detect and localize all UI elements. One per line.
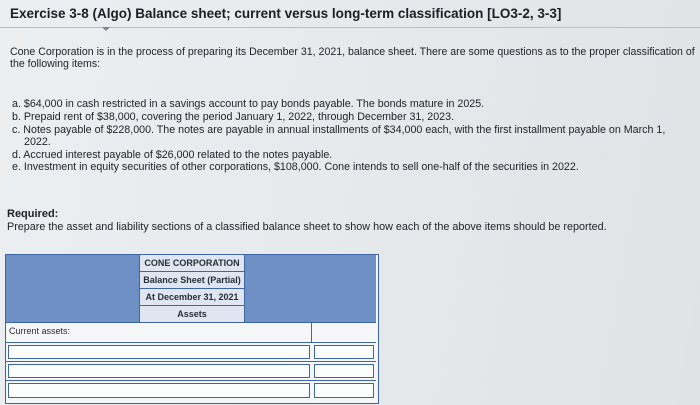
amount-input[interactable] — [314, 364, 374, 378]
row-label-current-assets: Current assets: — [9, 326, 71, 336]
statement-heading — [139, 255, 245, 322]
list-item: b. Prepaid rent of $38,000, covering the period January 1, 2022, through December 31, 2023. — [12, 110, 455, 123]
table-row — [6, 381, 376, 401]
table-row — [6, 323, 376, 343]
account-name-input[interactable] — [8, 364, 310, 378]
statement-name: Balance Sheet (Partial) — [143, 275, 241, 285]
exercise-title: Exercise 3-8 (Algo) Balance sheet; current versus long-term classification [LO3-2, 3-3] — [10, 6, 562, 21]
required-heading: Required: — [7, 208, 59, 220]
section-heading: Assets — [177, 309, 207, 319]
table-header — [6, 255, 376, 323]
table-row — [6, 362, 376, 381]
list-item: e. Investment in equity securities of other corporations, $108,000. Cone intends to sell one-half of the securities in 2022. — [12, 161, 579, 174]
table-row — [6, 343, 376, 362]
heading-divider — [140, 288, 244, 289]
account-name-input[interactable] — [8, 345, 310, 359]
amount-input[interactable] — [314, 383, 374, 398]
list-item: a. $64,000 in cash restricted in a savings account to pay bonds payable. The bonds mature in 2025. — [12, 98, 485, 110]
list-item: c. Notes payable of $228,000. The notes are payable in annual installments of $34,000 each, with the first installment payable on March 1, 2022. — [12, 123, 666, 148]
items-list — [10, 98, 695, 174]
amount-input[interactable] — [314, 345, 374, 359]
caret-down-icon — [102, 27, 110, 31]
account-name-input[interactable] — [8, 383, 310, 398]
column-divider — [311, 323, 312, 342]
intro-paragraph: Cone Corporation is in the process of preparing its December 31, 2021, balance sheet. There are some questions as to the proper classification of the following items: — [10, 46, 695, 70]
list-item: d. Accrued interest payable of $26,000 related to the notes payable. — [12, 148, 333, 161]
heading-divider — [140, 271, 244, 272]
company-name: CONE CORPORATION — [144, 258, 240, 268]
statement-date: At December 31, 2021 — [145, 292, 239, 302]
required-instructions: Prepare the asset and liability sections of a classified balance sheet to show how each of the above items should be reported. — [7, 221, 607, 233]
balance-sheet-table — [5, 254, 379, 404]
heading-divider — [140, 305, 244, 306]
